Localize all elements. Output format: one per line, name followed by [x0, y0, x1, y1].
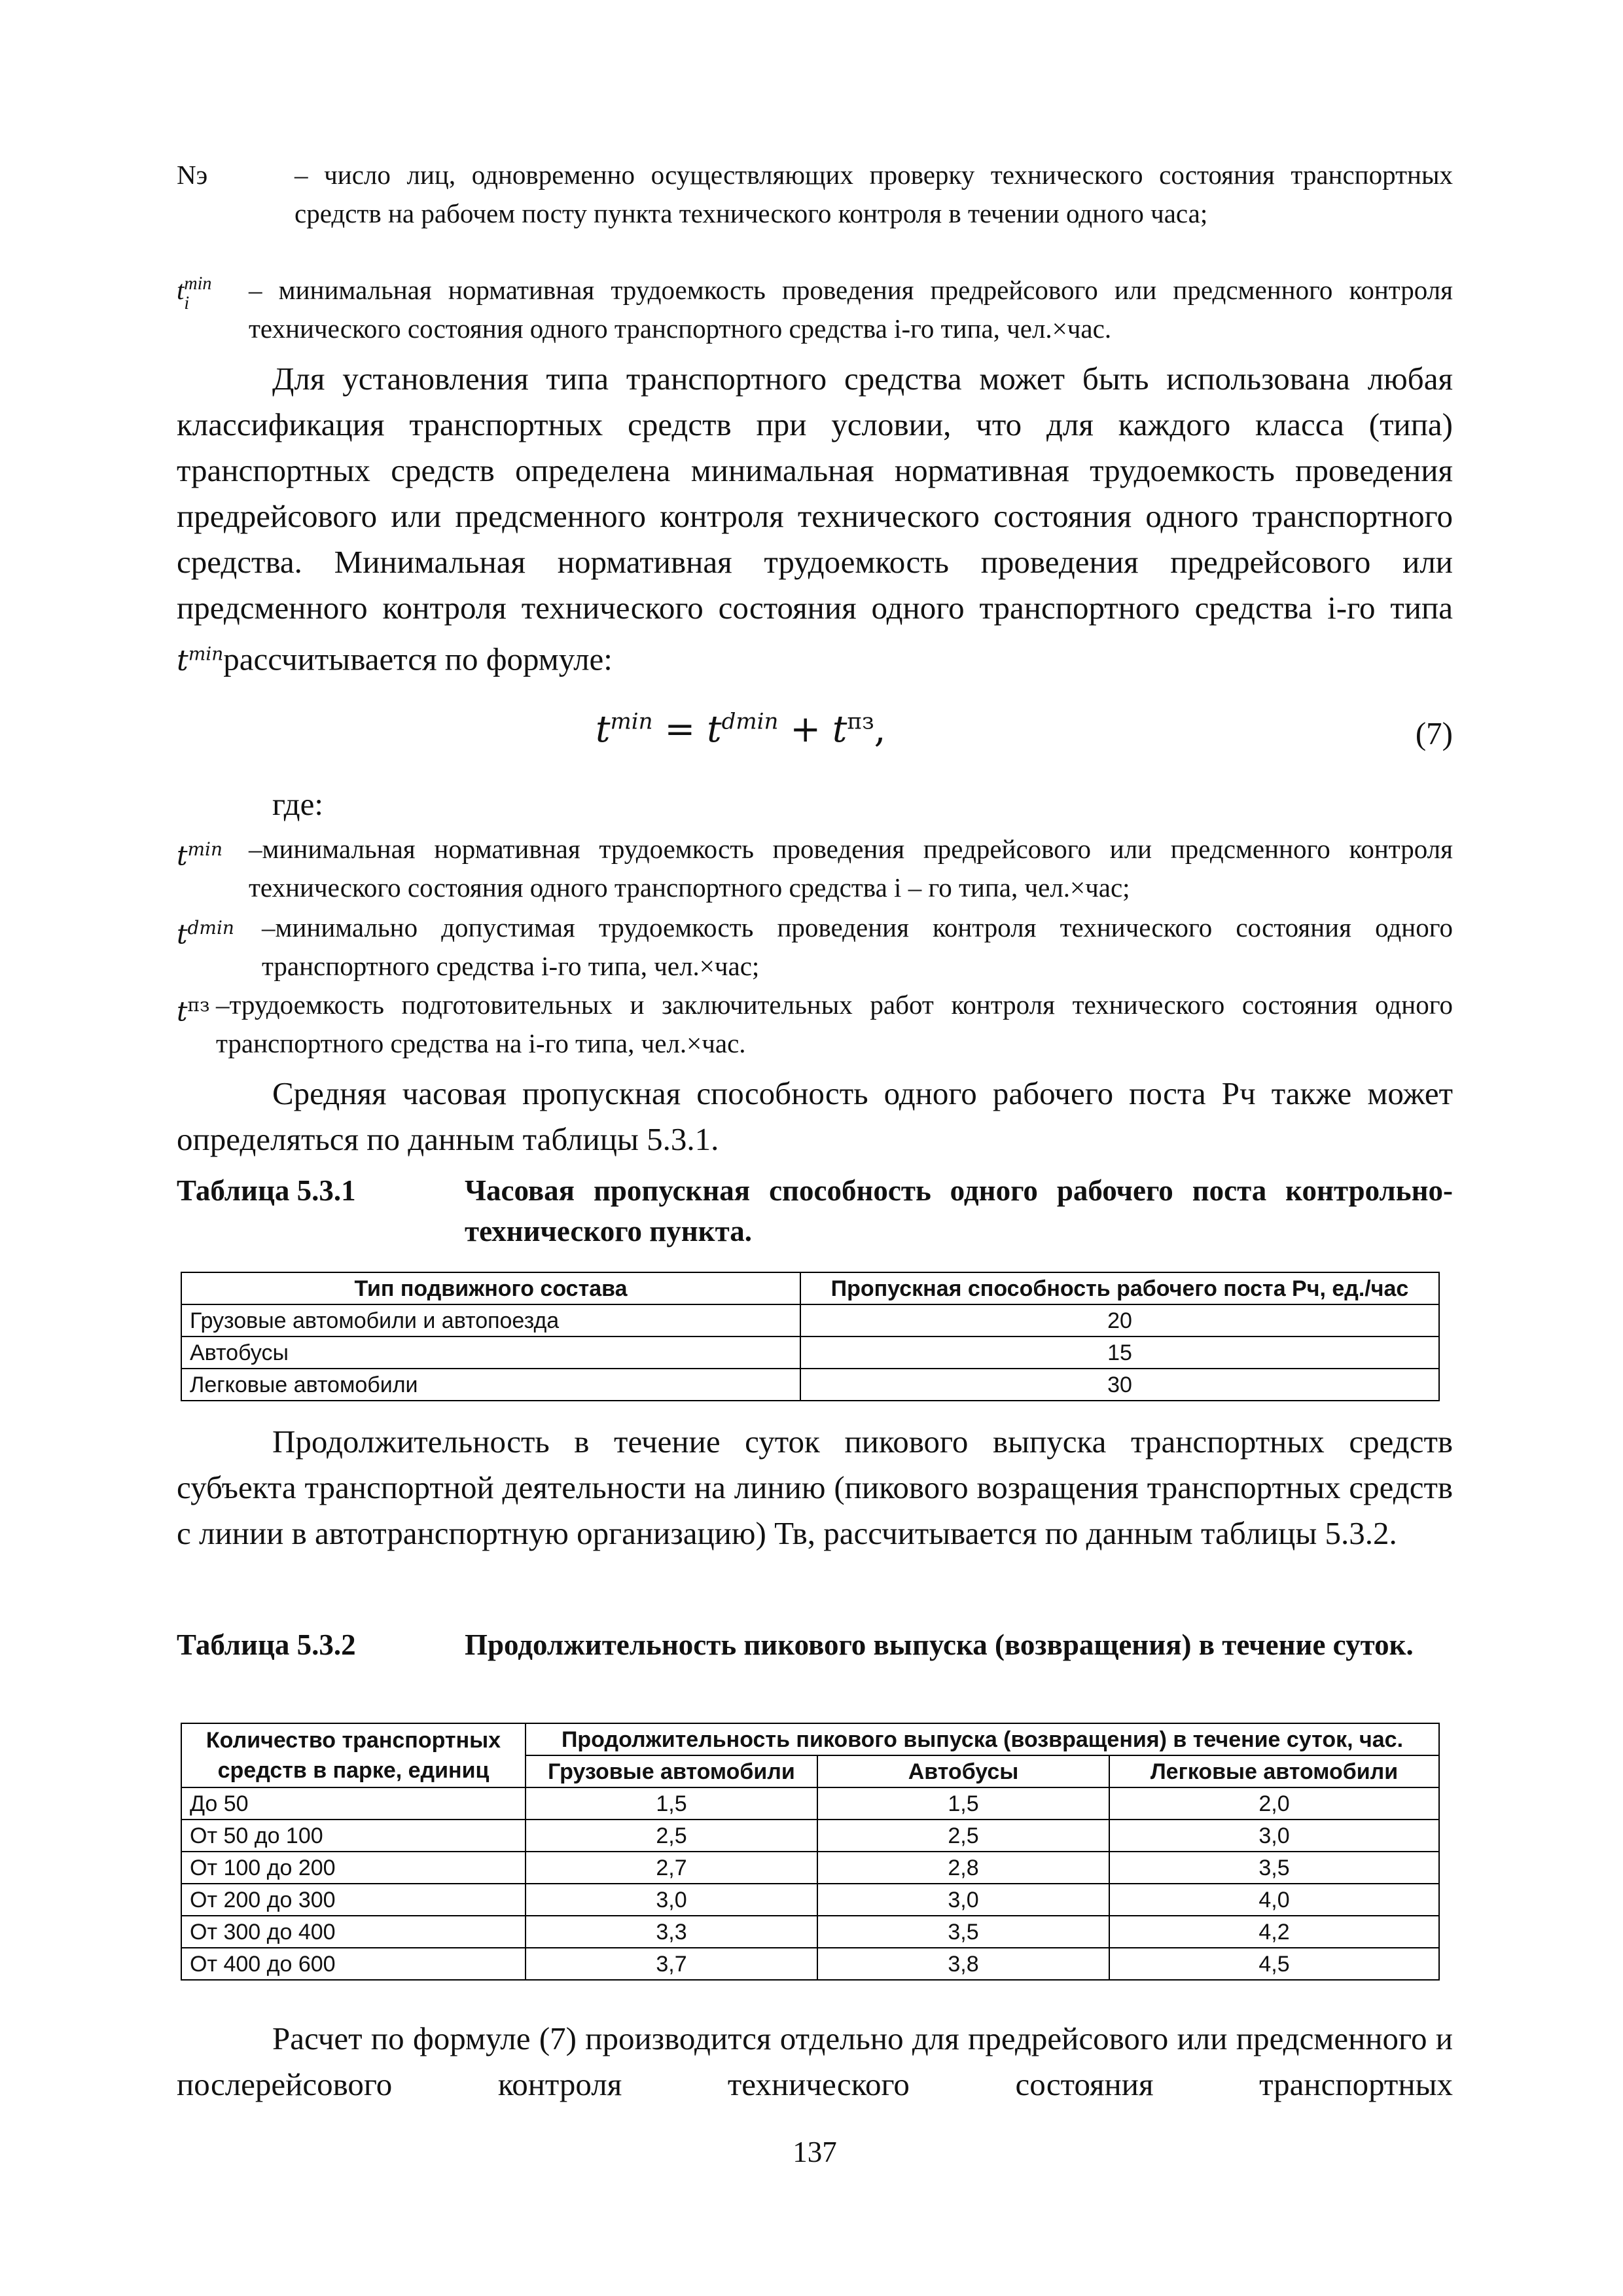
table-row: До 50 1,5 1,5 2,0 — [181, 1787, 1439, 1820]
definition-ti-min — [177, 271, 1453, 348]
definition-ne — [177, 156, 1453, 233]
table1-caption: Таблица 5.3.1 Часовая пропускная способность одного рабочего поста контрольно-технического пункта. — [177, 1174, 1453, 1247]
table-header-cell: Тип подвижного состава — [181, 1272, 800, 1304]
table-row: Автобусы 15 — [181, 1336, 1439, 1369]
paragraph-calculation: Расчет по формуле (7) производится отдельно для предрейсового или предсменного и послерейсового контроля технического состояния транспортных — [177, 2020, 1453, 2102]
where-definition-ti-min: $t^{min}$ –минимальная нормативная трудоемкость проведения предрейсового или предсменного контроля технического состояния одного транспортного средства i – го типа, чел.×час; — [177, 834, 1453, 903]
definition-symbol: Nэ — [177, 160, 208, 190]
where-label: где: — [272, 786, 323, 822]
table-row: От 400 до 600 3,7 3,8 4,5 — [181, 1948, 1439, 1980]
table-5-3-2 — [181, 1723, 1440, 1981]
definition-text: – минимальная нормативная трудоемкость проведения предрейсового или предсменного контроля технического состояния одного транспортного средства i-го типа, чел.×час. — [249, 275, 1453, 344]
page-number: 137 — [793, 2136, 837, 2168]
table2-caption: Таблица 5.3.2 Продолжительность пикового выпуска (возвращения) в течение суток. — [177, 1628, 1414, 1661]
formula-7 — [177, 708, 1453, 767]
table-header-row — [181, 1272, 1439, 1304]
table-header-cell: Пропускная способность рабочего поста Pч, ед./час — [800, 1272, 1439, 1304]
table-row: От 200 до 300 3,0 3,0 4,0 — [181, 1884, 1439, 1916]
formula-expression: $t^{min} = t^{dmin} + t^{пз}$, — [596, 708, 886, 751]
definition-text: – число лиц, одновременно осуществляющих проверку технического состояния транспортных средств на рабочем посту пункта технического контроля в течении одного часа; — [294, 160, 1453, 228]
paragraph-peak-duration: Продолжительность в течение суток пикового выпуска транспортных средств субъекта транспортной деятельности на линию (пикового возращения транспортных средств с линии в автотранспортную организацию) Тв, рассчитывается по данным таблицы 5.3.2. — [177, 1424, 1453, 1551]
inline-formula-symbol: $t^{min}$ — [177, 643, 224, 677]
table-header-row — [181, 1723, 1439, 1755]
table-5-3-1 — [181, 1272, 1440, 1401]
table-row: От 300 до 400 3,3 3,5 4,2 — [181, 1916, 1439, 1948]
where-definition-ti-pz: $t^{пз}$ –трудоемкость подготовительных и заключительных работ контроля технического состояния одного транспортного средства на i-го типа, чел.×час. — [177, 990, 1453, 1058]
table-row: Легковые автомобили 30 — [181, 1369, 1439, 1401]
definition-symbol: t min i — [177, 274, 212, 314]
where-definition-ti-dmin: $t^{dmin}$ –минимально допустимая трудоемкость проведения контроля технического состояния одного транспортного средства i-го типа, чел.×час; — [177, 912, 1453, 981]
paragraph-classification: Для установления типа транспортного средства может быть использована любая классификация транспортных средств при условии, что для каждого класса (типа) транспортных средств определена минимальная нормативная трудоемкость проведения предрейсового или предсменного контроля технического состояния одного транспортного средства. Минимальная нормативная трудоемкость проведения предрейсового или предсменного контроля технического состояния одного транспортного средства i-го типа $t^{min}рассчитывается$ по формуле: — [177, 361, 1453, 677]
table-row: От 50 до 100 2,5 2,5 3,0 — [181, 1820, 1439, 1852]
table-header-cell: Количество транспортных средств в парке, единиц — [181, 1723, 526, 1787]
paragraph-throughput: Средняя часовая пропускная способность одного рабочего поста Pч также может определяться по данным таблицы 5.3.1. — [177, 1075, 1453, 1157]
table-subheader-row: Грузовые автомобили Автобусы Легковые автомобили — [181, 1755, 1439, 1787]
table-row: Грузовые автомобили и автопоезда 20 — [181, 1304, 1439, 1336]
table-row: От 100 до 200 2,7 2,8 3,5 — [181, 1852, 1439, 1884]
table-header-group: Продолжительность пикового выпуска (возвращения) в течение суток, час. — [526, 1723, 1439, 1755]
formula-number: (7) — [1415, 715, 1453, 751]
